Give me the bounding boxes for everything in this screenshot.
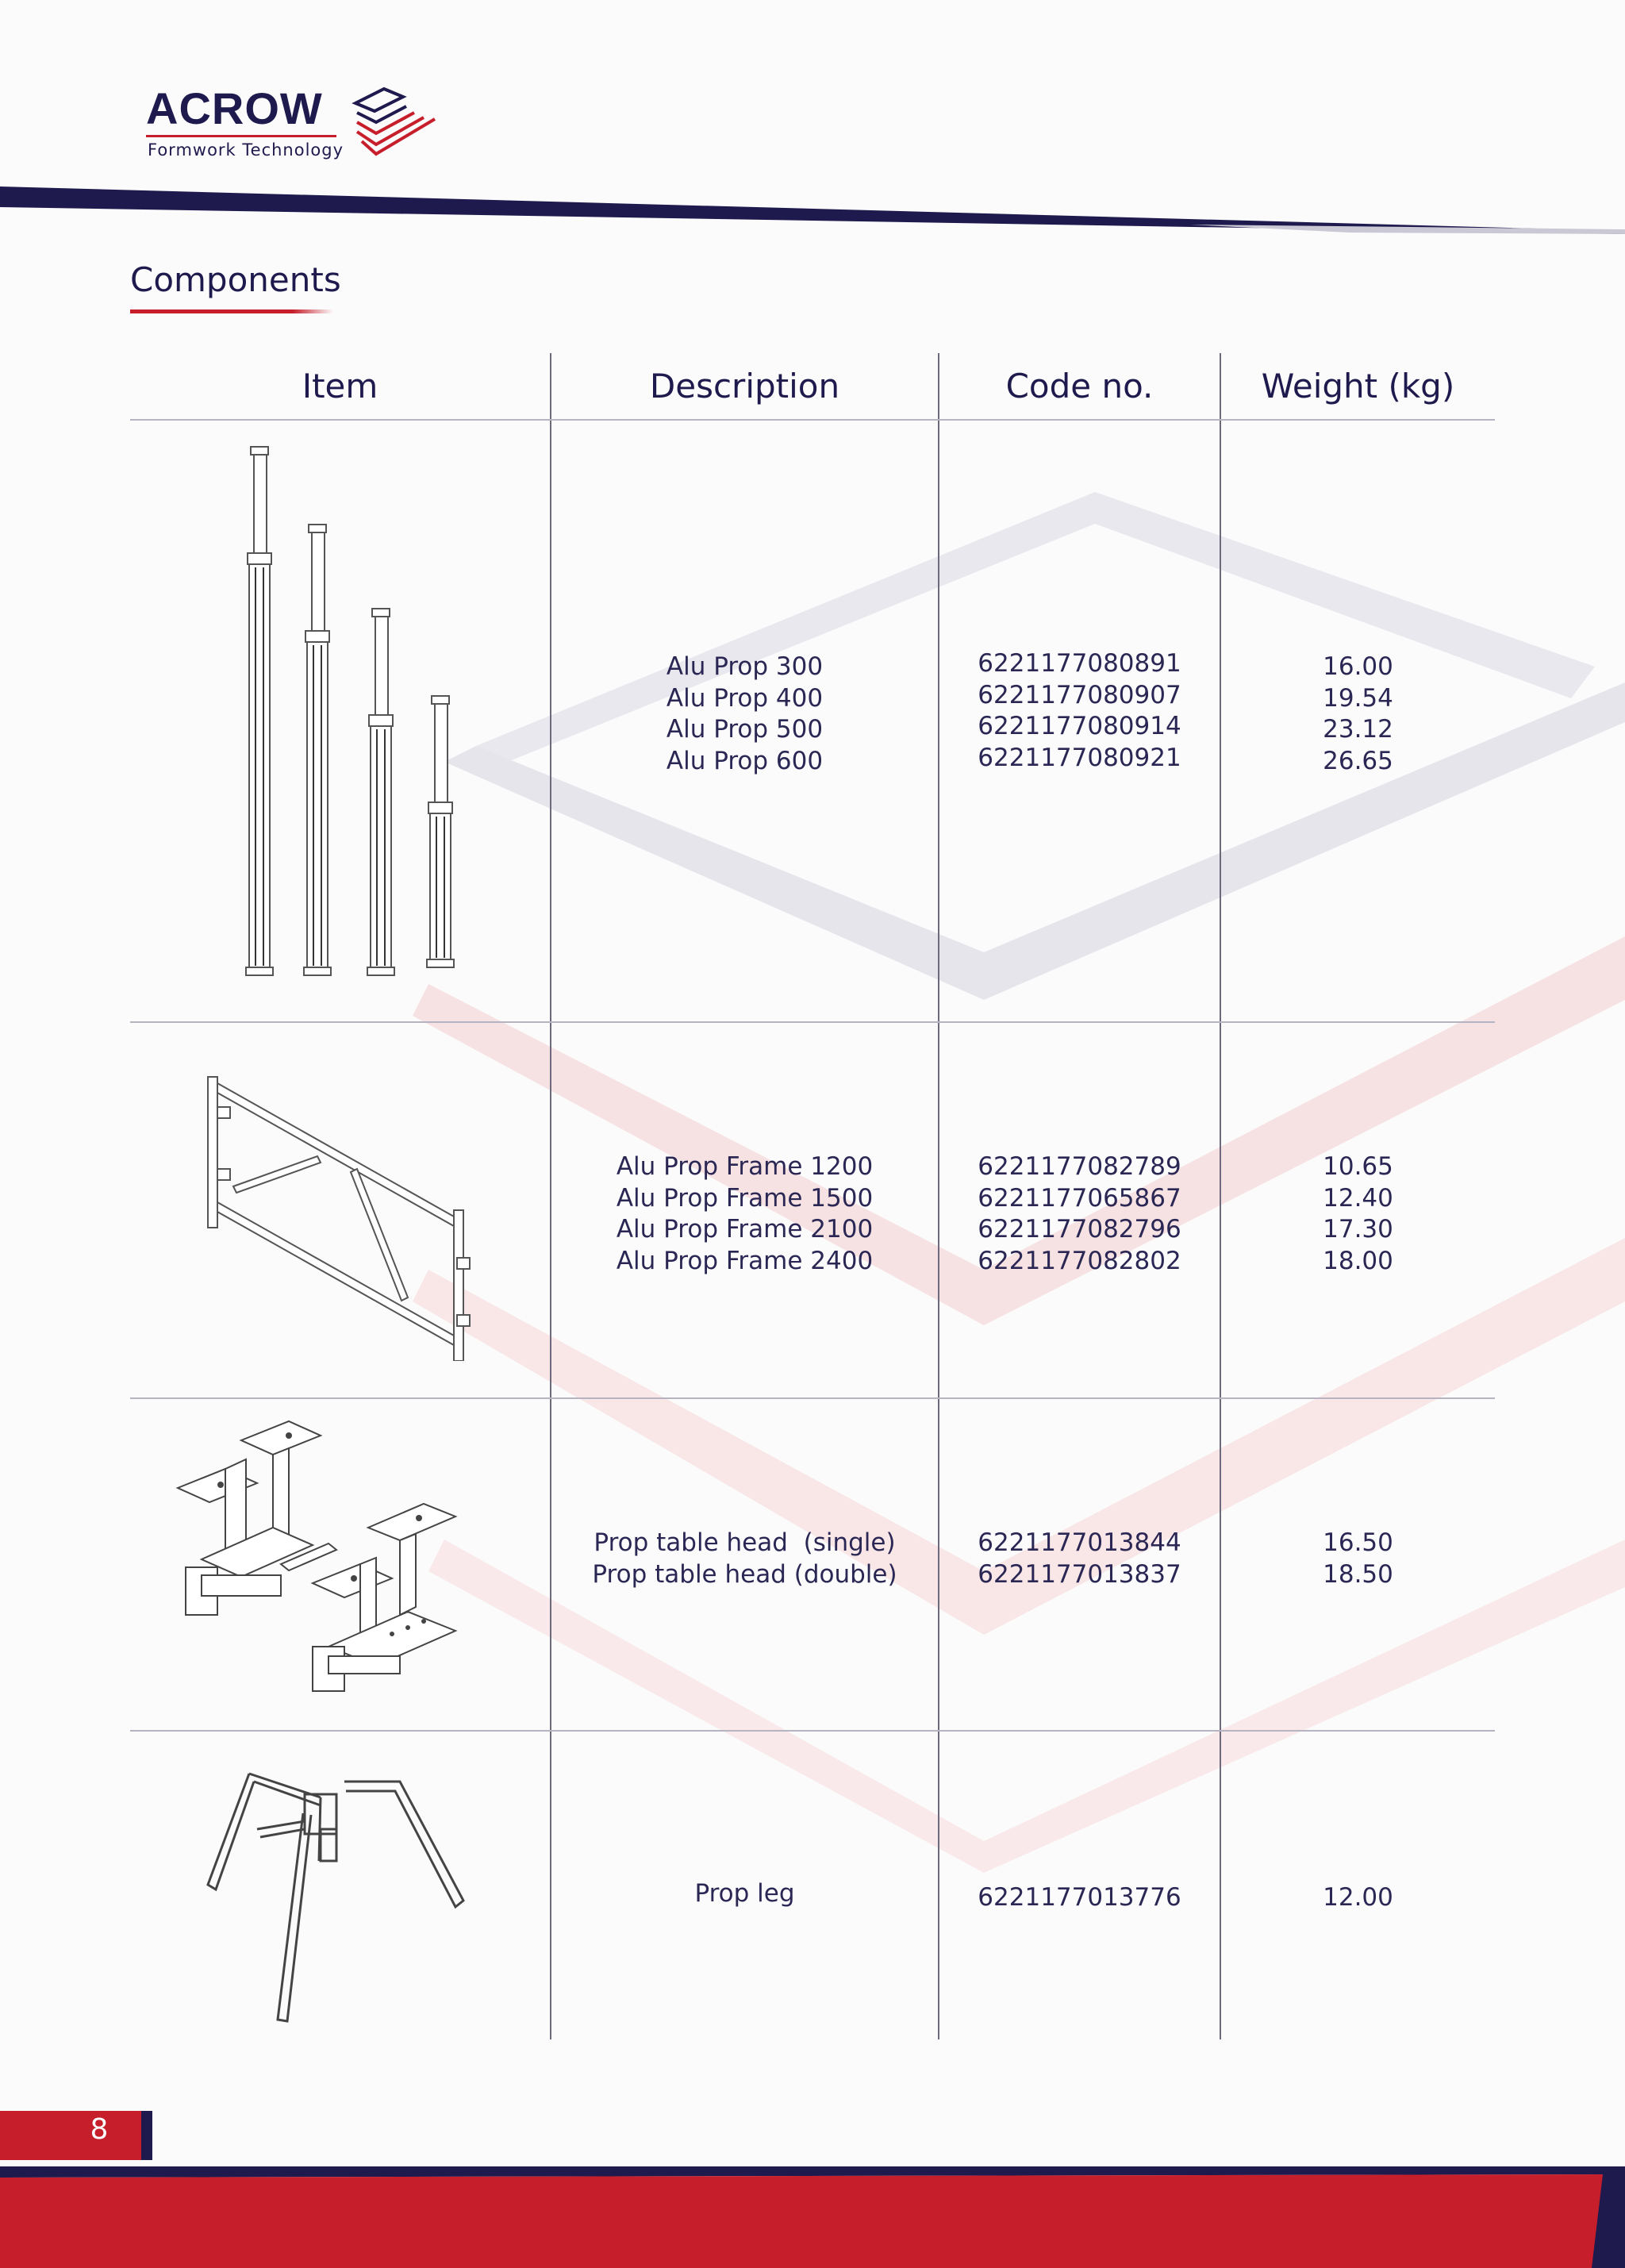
alu-prop-frame-drawing [202,1067,487,1361]
page-number-tab [0,2111,152,2160]
description-line: Prop leg [694,1879,795,1908]
description-cell [551,1878,938,1910]
code-cell [939,1528,1220,1590]
code-cell [939,648,1220,774]
weight-cell [1221,1151,1495,1277]
weight-cell [1221,1882,1495,1914]
brand-tagline: Formwork Technology [148,140,344,160]
brand-underline [146,135,336,137]
header-swoosh [0,179,1625,242]
row-divider [130,1397,1495,1399]
row-divider [130,419,1495,421]
brand-name: ACROW [146,83,323,133]
weight-line: 18.50 [1323,1559,1393,1589]
code-line: 6221177082789 [978,1152,1181,1181]
header-description: Description [649,367,840,406]
code-line: 6221177080914 [978,712,1181,740]
description-line: Prop table head (single) [594,1528,896,1557]
components-table [130,353,1495,2039]
description-line: Alu Prop 400 [666,683,824,713]
weight-line: 18.00 [1323,1246,1393,1275]
description-cell [551,1528,938,1590]
weight-line: 12.00 [1323,1883,1393,1912]
description-line: Alu Prop 600 [666,746,824,775]
alu-prop-drawing [225,440,487,996]
description-line: Alu Prop Frame 2100 [616,1215,874,1244]
description-cell [551,1151,938,1277]
row-divider [130,1021,1495,1023]
code-line: 6221177082802 [978,1246,1181,1275]
page-number: 8 [90,2113,109,2146]
code-line: 6221177065867 [978,1183,1181,1213]
weight-line: 12.40 [1323,1183,1393,1213]
code-line: 6221177080891 [978,649,1181,678]
footer-band [0,2166,1625,2268]
code-cell [939,1151,1220,1277]
weight-line: 19.54 [1323,683,1393,713]
weight-line: 23.12 [1323,715,1393,744]
description-line: Alu Prop Frame 2400 [616,1246,874,1275]
description-line: Alu Prop Frame 1500 [616,1183,874,1213]
prop-table-head-drawing [170,1409,503,1726]
description-line: Alu Prop 500 [666,715,824,744]
prop-leg-drawing [202,1766,471,2028]
weight-line: 17.30 [1323,1215,1393,1244]
code-line: 6221177082796 [978,1215,1181,1244]
weight-cell [1221,652,1495,777]
code-line: 6221177080907 [978,680,1181,709]
code-line: 6221177013776 [978,1883,1181,1912]
description-line: Prop table head (double) [592,1559,897,1589]
header-item: Item [302,367,378,406]
weight-line: 10.65 [1323,1152,1393,1181]
code-line: 6221177013837 [978,1559,1181,1589]
code-line: 6221177013844 [978,1528,1181,1557]
code-line: 6221177080921 [978,743,1181,772]
weight-line: 16.00 [1323,652,1393,681]
section-title: Components [130,260,341,299]
row-divider [130,1730,1495,1732]
header-weight: Weight (kg) [1261,367,1455,406]
description-line: Alu Prop 300 [666,652,824,681]
header-code: Code no. [1005,367,1154,406]
section-title-underline [130,309,333,313]
weight-line: 16.50 [1323,1528,1393,1557]
weight-line: 26.65 [1323,746,1393,775]
description-cell [551,652,938,777]
code-cell [939,1882,1220,1914]
weight-cell [1221,1528,1495,1590]
description-line: Alu Prop Frame 1200 [616,1152,874,1181]
